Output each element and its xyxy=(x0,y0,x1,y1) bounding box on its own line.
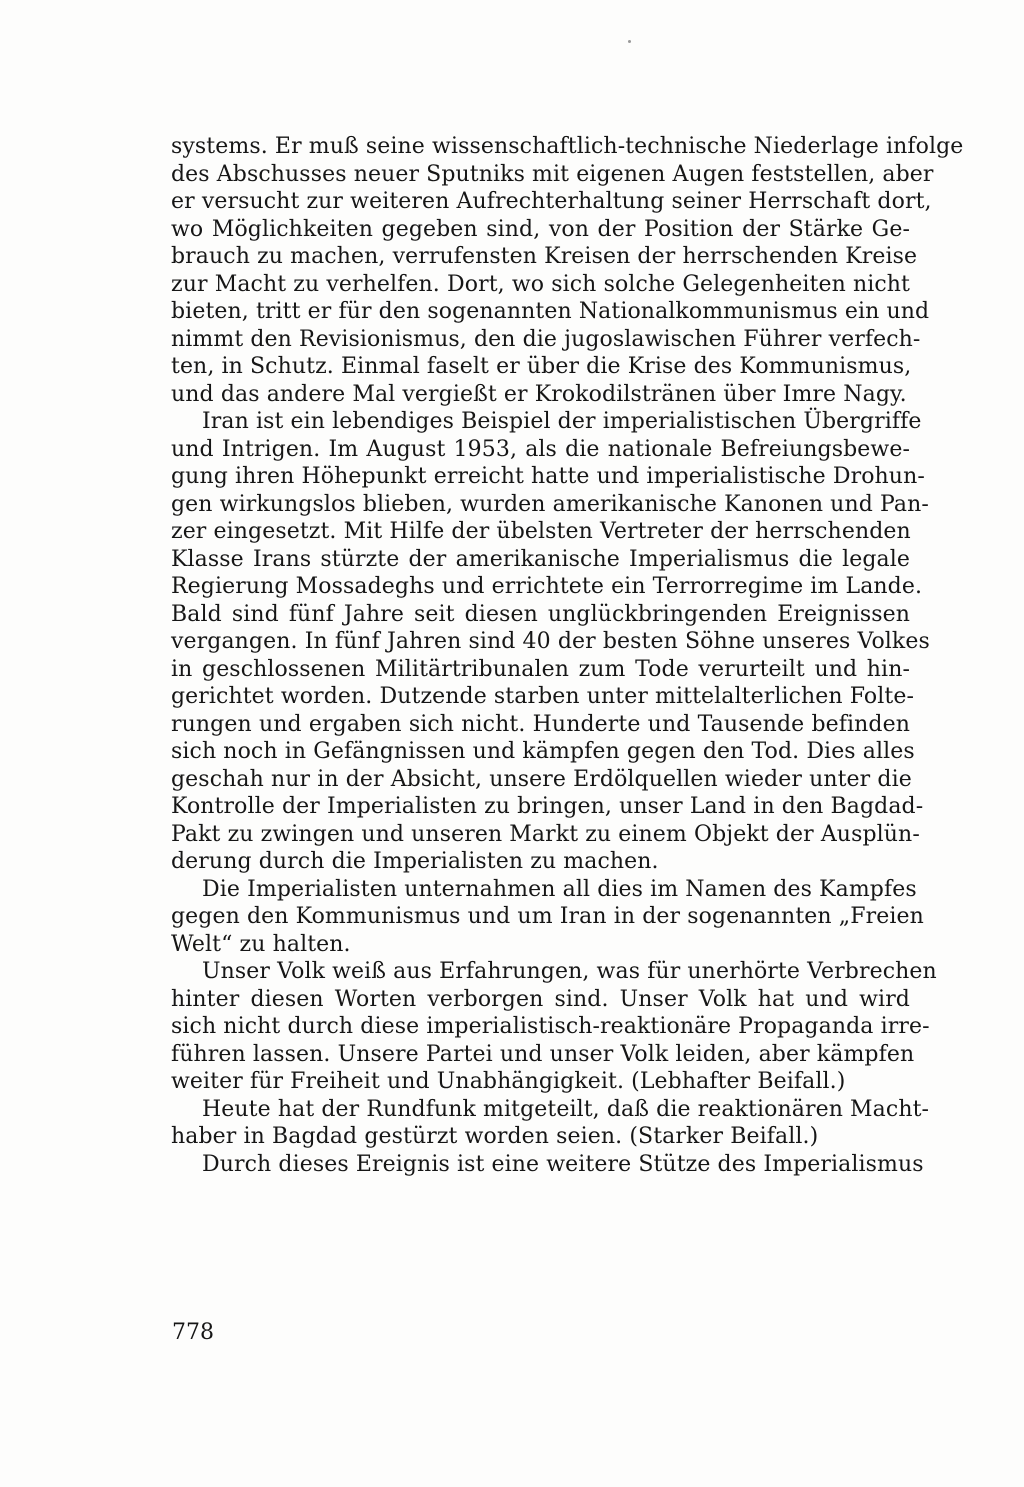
paper-speck xyxy=(628,40,631,43)
text-line: ten, in Schutz. Einmal faselt er über die Krise des Kommunismus, xyxy=(171,354,912,379)
text-line: sich nicht durch diese imperialistisch-reaktionäre Propaganda irre- xyxy=(171,1014,930,1039)
text-line: rungen und ergaben sich nicht. Hunderte und Tausende befinden xyxy=(171,711,910,737)
page-number: 778 xyxy=(172,1320,214,1345)
text-line: Heute hat der Rundfunk mitgeteilt, daß die reaktionären Macht- xyxy=(202,1096,930,1122)
text-line: Iran ist ein lebendiges Beispiel der imperialistischen Übergriffe xyxy=(202,409,922,434)
text-line: hinter diesen Worten verborgen sind. Unser Volk hat und wird xyxy=(171,986,910,1012)
text-line: des Abschusses neuer Sputniks mit eigenen Augen feststellen, aber xyxy=(171,161,934,187)
text-line: Klasse Irans stürzte der amerikanische Imperialismus die legale xyxy=(171,546,910,572)
text-line: gegen den Kommunismus und um Iran in der sogenannten „Freien xyxy=(171,904,924,929)
text-line: brauch zu machen, verrufensten Kreisen der herrschenden Kreise xyxy=(171,244,918,269)
text-line: gerichtet worden. Dutzende starben unter mittelalterlichen Folte- xyxy=(171,684,914,709)
text-line: systems. Er muß seine wissenschaftlich-technische Niederlage infolge xyxy=(171,134,964,159)
text-line: er versucht zur weiteren Aufrechterhaltung seiner Herrschaft dort, xyxy=(171,189,932,214)
text-line: zur Macht zu verhelfen. Dort, wo sich solche Gelegenheiten nicht xyxy=(171,271,910,297)
text-line: Welt“ zu halten. xyxy=(171,931,351,957)
text-line: und das andere Mal vergießt er Krokodilstränen über Imre Nagy. xyxy=(171,381,907,407)
text-line: wo Möglichkeiten gegeben sind, von der Position der Stärke Ge- xyxy=(171,216,910,242)
text-line: haber in Bagdad gestürzt worden seien. (Starker Beifall.) xyxy=(171,1124,819,1149)
text-line: gen wirkungslos blieben, wurden amerikanische Kanonen und Pan- xyxy=(171,491,929,517)
text-line: Regierung Mossadeghs und errichtete ein Terrorregime im Lande. xyxy=(171,574,923,599)
text-line: Kontrolle der Imperialisten zu bringen, unser Land in den Bagdad- xyxy=(171,794,924,819)
text-line: Bald sind fünf Jahre seit diesen unglückbringenden Ereignissen xyxy=(171,601,910,627)
body-text xyxy=(171,133,964,1178)
text-line: gung ihren Höhepunkt erreicht hatte und imperialistische Drohun- xyxy=(171,464,925,489)
text-line: weiter für Freiheit und Unabhängigkeit. (Lebhafter Beifall.) xyxy=(171,1069,846,1094)
text-line: nimmt den Revisionismus, den die jugoslawischen Führer verfech- xyxy=(171,326,921,352)
text-line: in geschlossenen Militärtribunalen zum Tode verurteilt und hin- xyxy=(171,656,910,682)
text-line: geschah nur in der Absicht, unsere Erdölquellen wieder unter die xyxy=(171,766,912,792)
text-line: sich noch in Gefängnissen und kämpfen gegen den Tod. Dies alles xyxy=(171,739,915,764)
text-line: führen lassen. Unsere Partei und unser Volk leiden, aber kämpfen xyxy=(171,1041,915,1067)
text-line: derung durch die Imperialisten zu machen. xyxy=(171,849,659,874)
text-line: zer eingesetzt. Mit Hilfe der übelsten Vertreter der herrschenden xyxy=(171,519,911,544)
text-line: und Intrigen. Im August 1953, als die nationale Befreiungsbewe- xyxy=(171,436,910,462)
text-line: Die Imperialisten unternahmen all dies im Namen des Kampfes xyxy=(202,876,917,902)
text-line: bieten, tritt er für den sogenannten Nationalkommunismus ein und xyxy=(171,299,930,324)
text-line: vergangen. In fünf Jahren sind 40 der besten Söhne unseres Volkes xyxy=(171,629,930,654)
text-line: Unser Volk weiß aus Erfahrungen, was für unerhörte Verbrechen xyxy=(202,959,937,984)
text-line: Pakt zu zwingen und unseren Markt zu einem Objekt der Ausplün- xyxy=(171,821,920,847)
text-line: Durch dieses Ereignis ist eine weitere Stütze des Imperialismus xyxy=(202,1151,924,1177)
